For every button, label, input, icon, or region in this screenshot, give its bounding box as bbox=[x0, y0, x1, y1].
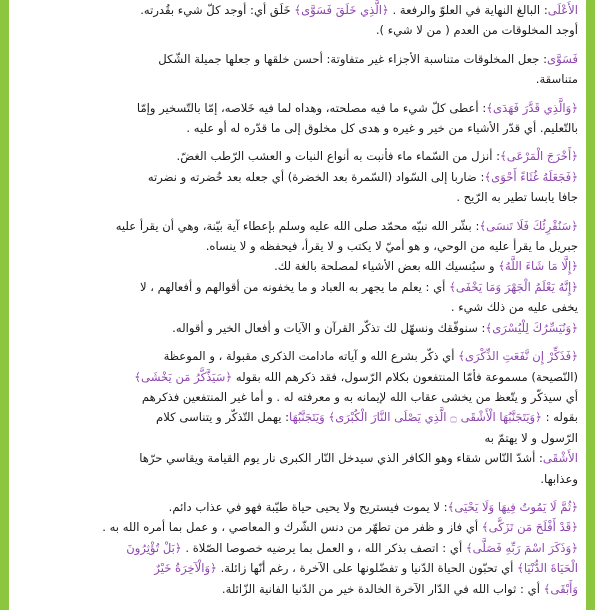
paragraph-gap bbox=[19, 489, 578, 497]
explanation-text: : أشدّ النّاس شقاء وهو الكافر الذي سيدخل النّار الكبرى نار يوم القيامة ويقاسي حرّها bbox=[139, 451, 543, 466]
quran-verse-text: فَسَوَّى bbox=[547, 51, 578, 66]
text-line bbox=[19, 98, 578, 118]
text-line bbox=[19, 497, 578, 517]
text-line bbox=[19, 538, 578, 558]
text-line bbox=[19, 318, 578, 338]
quran-verse-text: ﴿سَنُقْرِئُكَ فَلَا تَنسَى﴾ bbox=[479, 218, 578, 233]
quran-verse-text: ﴿فَذَكِّرْ إِن نَّفَعَتِ الذِّكْرَى﴾ bbox=[458, 349, 578, 364]
explanation-text: : جعل المخلوقات متناسبة الأجزاء غير متفاوتة: أحسن خلقها و جعلها جميلة الشّكل bbox=[158, 51, 548, 66]
quran-verse-text: الْحَيَاةَ الدُّنْيَا﴾ bbox=[517, 561, 578, 576]
paragraph bbox=[19, 146, 578, 207]
paragraph-gap bbox=[19, 41, 578, 49]
text-line bbox=[19, 167, 578, 187]
quran-verse-text: وَيَتَجَنَّبُهَا bbox=[289, 410, 325, 425]
text-line bbox=[19, 407, 578, 427]
text-line bbox=[19, 469, 578, 489]
quran-verse-text: الأَشْقَى bbox=[542, 451, 578, 466]
quran-verse-text: ﴿إِنَّهُ يَعْلَمُ الْجَهْرَ وَمَا يَخْفَى﴾ bbox=[449, 279, 578, 294]
explanation-text: : أعطى كلّ شيء ما فيه مصلحته، وهداه لما فيه خَلاصه، إمّا بالتّسخير وإمّا bbox=[136, 100, 487, 115]
quran-verse-text: ﴿ثُمَّ لَا يَمُوتُ فِيهَا وَلَا يَحْيَى﴾ bbox=[447, 499, 578, 514]
quran-verse-text: ﴿قَدْ أَفْلَحَ مَن تَزَكَّى﴾ bbox=[481, 520, 578, 535]
text-line bbox=[19, 146, 578, 166]
text-line bbox=[19, 428, 578, 448]
explanation-text: خَلَق أي: أوجد كلّ شيء بقُدرته. bbox=[140, 3, 295, 17]
explanation-text: أوجد المخلوقات من العدم ( من لا شيء ). bbox=[375, 23, 578, 38]
explanation-text: : أنزل من السّماء ماء فأنبت به أنواع النبات و العشب الرّطب الغضّ. bbox=[176, 149, 501, 164]
text-line bbox=[19, 297, 578, 317]
paragraph-gap bbox=[19, 208, 578, 216]
text-line bbox=[19, 277, 578, 297]
paragraph-gap bbox=[19, 138, 578, 146]
quran-verse-text: وَأَبْقَى﴾ bbox=[543, 581, 578, 596]
text-line bbox=[19, 558, 578, 578]
explanation-text: يخفى عليه من ذلك شيء . bbox=[450, 300, 578, 315]
explanation-text: : البالغ النهاية في العلوّ والرفعة . bbox=[388, 3, 548, 17]
paragraph bbox=[19, 216, 578, 338]
explanation-text: أي فاز و ظفر من تطهّر من دنس الشّرك و المعاصي ، و عمل بما أمره الله به . bbox=[102, 520, 482, 535]
quran-verse-text: الأَعْلَى bbox=[547, 3, 578, 17]
explanation-text: : يهمل التّذكّر و يتناسى كلام bbox=[156, 410, 290, 425]
quran-verse-text: ﴿إِلَّا مَا شَاءَ اللَّهُ﴾ bbox=[498, 259, 578, 274]
explanation-text: الرّسول و لا يهتمّ به bbox=[484, 430, 578, 445]
text-line bbox=[19, 448, 578, 468]
paragraph bbox=[19, 98, 578, 139]
explanation-text: : ضاربا إلى السّواد (السّمرة بعد الخضرة) أي جعله بعد خُضرته و نضرته bbox=[147, 169, 485, 184]
quran-verse-text: ﴿وَذَكَرَ اسْمَ رَبِّهِ فَصَلَّى﴾ bbox=[465, 540, 578, 555]
text-line bbox=[19, 0, 578, 20]
paragraph bbox=[19, 346, 578, 489]
quran-verse-text: ﴿الَّذِي خَلَقَ فَسَوَّى﴾ bbox=[294, 3, 389, 17]
explanation-text: بقوله : bbox=[541, 410, 578, 425]
quran-verse-text: ﴿وَالَّذِي قَدَّرَ فَهَدَى﴾ bbox=[486, 100, 578, 115]
paragraph-gap bbox=[19, 90, 578, 98]
explanation-text: أي ذكّر بشرع الله و آياته مادامت الذكرى مقبولة ، و الموعظة bbox=[163, 349, 459, 364]
text-line bbox=[19, 387, 578, 407]
explanation-text: جبريل ما يقرأ عليه من الوحي، و هو أميّ لا يكتب و لا يقرأ، فيحفظه و لا ينساه. bbox=[205, 239, 578, 254]
quran-verse-text: ﴿وَيَتَجَنَّبُهَا الْأَشْقَى ۝ الَّذِي يَصْلَى النَّارَ الْكُبْرَى﴾ bbox=[328, 410, 542, 425]
text-line bbox=[19, 236, 578, 256]
quran-verse-text: ﴿فَجَعَلَهُ غُثَاءً أَحْوَى﴾ bbox=[484, 169, 578, 184]
paragraph-gap bbox=[19, 338, 578, 346]
text-line bbox=[19, 187, 578, 207]
explanation-text: أي : ثواب الله في الدّار الآخرة الخالدة خير من الدّنيا الفانية الزّائلة. bbox=[221, 581, 544, 596]
text-line bbox=[19, 346, 578, 366]
text-line bbox=[19, 49, 578, 69]
paragraph bbox=[19, 0, 578, 41]
explanation-text: : لا يموت فيستريح ولا يحيى حياة طيّبة فهو في عذاب دائم. bbox=[168, 499, 448, 514]
quran-verse-text: ﴿أَخْرَجَ الْمَرْعَى﴾ bbox=[500, 149, 578, 164]
explanation-text: وعذابها. bbox=[540, 471, 578, 486]
quran-verse-text: ﴿وَنُيَسِّرُكَ لِلْيُسْرَى﴾ bbox=[485, 320, 578, 335]
text-line bbox=[19, 256, 578, 276]
explanation-text: : بشّر الله نبيّه محمّد صلى الله عليه وسلم بإعطاء آية بيّنة، وهي أن يقرأ عليه bbox=[115, 218, 480, 233]
explanation-text: أي تحبّون الحياة الدّنيا و تفضّلونها على الآخرة ، رغم أنّها زائلة. bbox=[216, 561, 518, 576]
explanation-text: أي : يعلم ما يجهر به العباد و ما يخفونه من أقوالهم و أفعالهم ، لا bbox=[139, 279, 450, 294]
quran-verse-text: ﴿بَلْ تُؤْثِرُونَ bbox=[126, 540, 182, 555]
explanation-text: و سيُنسيك الله بعض الأشياء لمصلحة بالغة لك. bbox=[274, 259, 499, 274]
explanation-text: بالتّعليم. أي قدّر الأشياء من خير و غيره و هدى كل مخلوق إلى ما قدّره له أو عليه . bbox=[186, 121, 578, 136]
explanation-text: جافا يابسا تطير به الرّيح . bbox=[456, 190, 578, 205]
explanation-text: أي سيذكّر و يتّعظ من يخشى عقاب الله لإيمانه به و معرفته له . و أما غير المنتفعين فذكرهم bbox=[141, 389, 578, 404]
text-line bbox=[19, 216, 578, 236]
text-line bbox=[19, 517, 578, 537]
text-line bbox=[19, 69, 578, 89]
explanation-text: أي : اتصف بذكر الله ، و العمل بما يرضيه خصوصا الصّلاة . bbox=[181, 540, 466, 555]
explanation-text: : سنوفّقك ونسهّل لك تذكّر القرآن و الآيات و أفعال الخير و أقواله. bbox=[172, 320, 486, 335]
text-line bbox=[19, 20, 578, 40]
explanation-text: (النّصيحة) مسموعة فأمّا المنتفعون بكلام الرّسول، فقد ذكرهم الله بقوله bbox=[232, 369, 578, 384]
text-line bbox=[19, 579, 578, 599]
paragraph bbox=[19, 49, 578, 90]
quran-verse-text: ﴿وَالْآخِرَةُ خَيْرٌ bbox=[154, 561, 217, 576]
quran-verse-text: ﴿سَيَذَّكَّرُ مَن يَخْشَى﴾ bbox=[134, 369, 233, 384]
text-line bbox=[19, 118, 578, 138]
paragraph bbox=[19, 497, 578, 599]
text-line bbox=[19, 367, 578, 387]
explanation-text: متناسقة. bbox=[535, 72, 578, 87]
